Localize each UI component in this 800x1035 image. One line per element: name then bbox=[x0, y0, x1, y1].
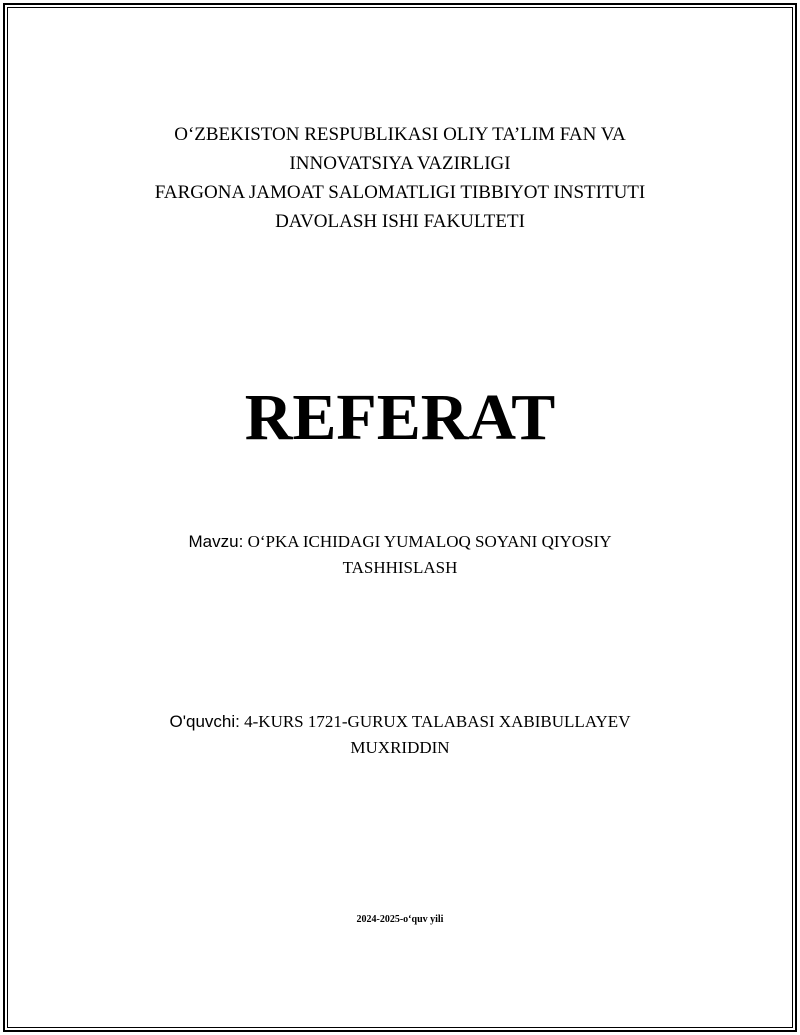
student-text-1: 4-KURS 1721-GURUX TALABASI XABIBULLAYEV bbox=[244, 712, 631, 731]
academic-year: 2024-2025-o‘quv yili bbox=[356, 914, 444, 925]
header-line-institute: FARGONA JAMOAT SALOMATLIGI TIBBIYOT INSTITUTI bbox=[154, 182, 646, 203]
topic-block bbox=[0, 529, 800, 581]
topic-label: Mavzu: bbox=[188, 532, 244, 551]
student-block bbox=[0, 709, 800, 761]
topic-text-2: TASHHISLASH bbox=[342, 558, 458, 577]
header-line-ministry-2: INNOVATSIYA VAZIRLIGI bbox=[289, 153, 511, 174]
document-title: REFERAT bbox=[244, 381, 556, 454]
student-text-2: MUXRIDDIN bbox=[350, 738, 450, 757]
student-line-1 bbox=[0, 709, 800, 735]
header-line-ministry-1: O‘ZBEKISTON RESPUBLIKASI OLIY TA’LIM FAN VA bbox=[174, 124, 626, 145]
topic-text-1: O‘PKA ICHIDAGI YUMALOQ SOYANI QIYOSIY bbox=[247, 532, 612, 551]
topic-line-1 bbox=[0, 529, 800, 555]
institution-header bbox=[0, 120, 800, 236]
header-line-faculty: DAVOLASH ISHI FAKULTETI bbox=[275, 211, 525, 232]
student-label: O'quvchi: bbox=[169, 712, 240, 731]
